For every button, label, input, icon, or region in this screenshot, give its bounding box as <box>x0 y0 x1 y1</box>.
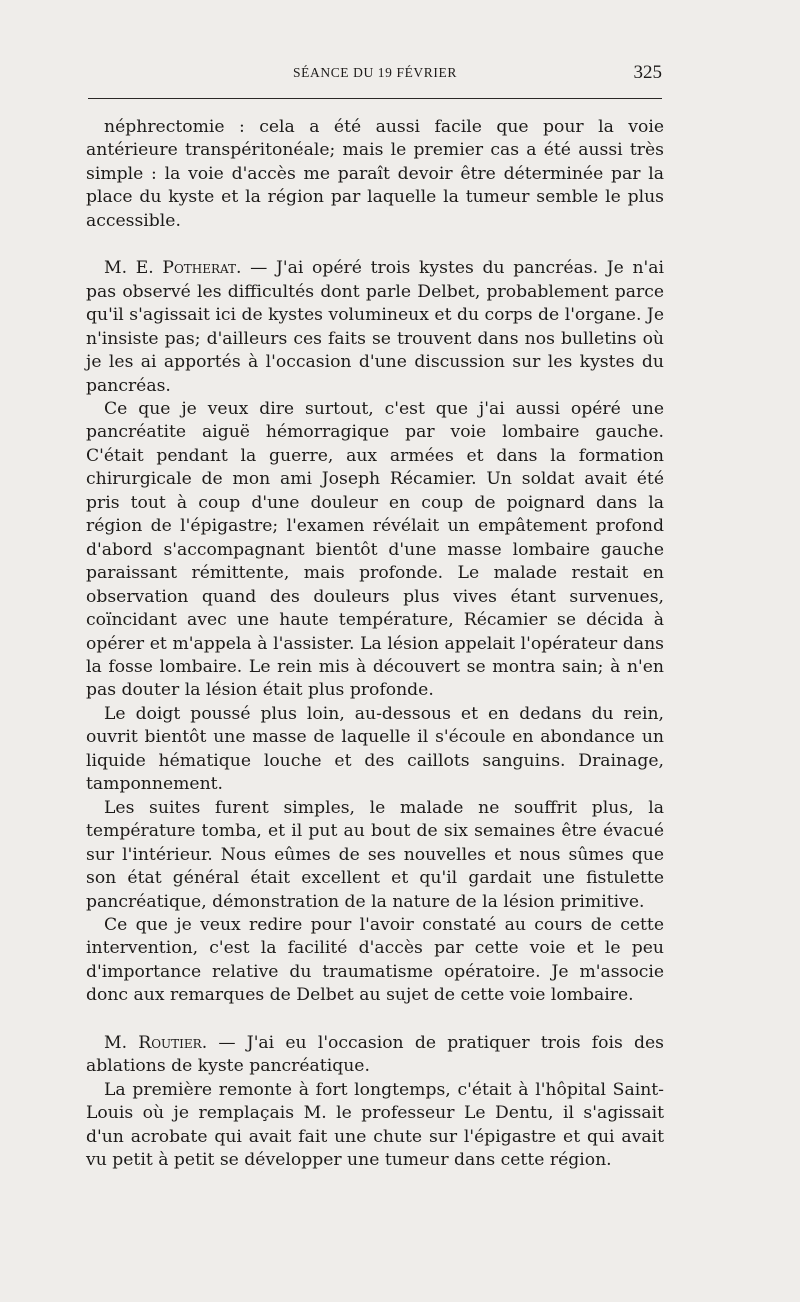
paragraph-text: — J'ai opéré trois kystes du pancréas. Je n'ai pas observé les difficultés dont parle Delbet, probablement parce qu'il s'agissait ici de kystes volumineux et du corps de l'organe. Je n'insiste pas; d'ailleurs ces faits se trouvent dans nos bulletins où je les ai apportés à l'occasion d'une discussion sur les kystes du pancréas. <box>86 258 664 396</box>
paragraph-7 <box>86 1032 664 1079</box>
page-header <box>88 62 662 86</box>
paragraph-3 <box>86 398 664 703</box>
body-text <box>86 116 664 1172</box>
running-title: SÉANCE DU 19 FÉVRIER <box>293 65 457 80</box>
page-number: 325 <box>633 62 662 83</box>
paragraph-text: La première remonte à fort longtemps, c'était à l'hôpital Saint-Louis où je remplaçais M. le professeur Le Dentu, il s'agissait d'un acrobate qui avait fait une chute sur l'épigastre et qui avait vu petit à petit se développer une tumeur dans cette région. <box>86 1079 664 1171</box>
paragraph-8 <box>86 1079 664 1173</box>
paragraph-2 <box>86 257 664 398</box>
paragraph-text: Le doigt poussé plus loin, au-dessous et en dedans du rein, ouvrit bientôt une masse de laquelle il s'écoule en abondance un liquide hématique louche et des caillots sanguins. Drainage, tamponnement. <box>86 703 664 795</box>
speaker-name: Potherat. <box>162 258 242 279</box>
paragraph-text: Ce que je veux redire pour l'avoir constaté au cours de cette intervention, c'est la facilité d'accès par cette voie et le peu d'importance relative du traumatisme opératoire. Je m'associe donc aux remarques de Delbet au sujet de cette voie lombaire. <box>86 914 664 1006</box>
speaker-name: Routier. <box>138 1032 208 1053</box>
paragraph-6 <box>86 914 664 1008</box>
paragraph-text: Ce que je veux dire surtout, c'est que j'ai aussi opéré une pancréatite aiguë hémorragique par voie lombaire gauche. C'était pendant la guerre, aux armées et dans la formation chirurgicale de mon ami Joseph Récamier. Un soldat avait été pris tout à coup d'une douleur en coup de poignard dans la région de l'épigastre; l'examen révélait un empâtement profond d'abord s'accompagnant bientôt d'une masse lombaire gauche paraissant rémittente, mais profonde. Le malade restait en observation quand des douleurs plus vives étant survenues, coïncidant avec une haute température, Récamier se décida à opérer et m'appela à l'assister. La lésion appelait l'opérateur dans la fosse lombaire. Le rein mis à découvert se montra sain; à n'en pas douter la lésion était plus profonde. <box>86 398 664 701</box>
paragraph-4 <box>86 703 664 797</box>
header-rule <box>88 98 662 99</box>
paragraph-text: — J'ai eu l'occasion de pratiquer trois fois des ablations de kyste pancréatique. <box>86 1032 664 1077</box>
speaker-prefix: M. <box>104 1032 139 1053</box>
paragraph-text: néphrectomie : cela a été aussi facile que pour la voie antérieure transpéritonéale; mais le premier cas a été aussi très simple : la voie d'accès me paraît devoir être déterminée par la place du kyste et la région par laquelle la tumeur semble le plus accessible. <box>86 117 664 231</box>
paragraph-5 <box>86 797 664 914</box>
paragraph-text: Les suites furent simples, le malade ne souffrit plus, la température tomba, et il put au bout de six semaines être évacué sur l'intérieur. Nous eûmes de ses nouvelles et nous sûmes que son état général était excellent et qu'il gardait une fistulette pancréatique, démonstration de la nature de la lésion primitive. <box>86 797 664 912</box>
speaker-prefix: M. E. <box>104 258 163 279</box>
paragraph-1 <box>86 116 664 233</box>
